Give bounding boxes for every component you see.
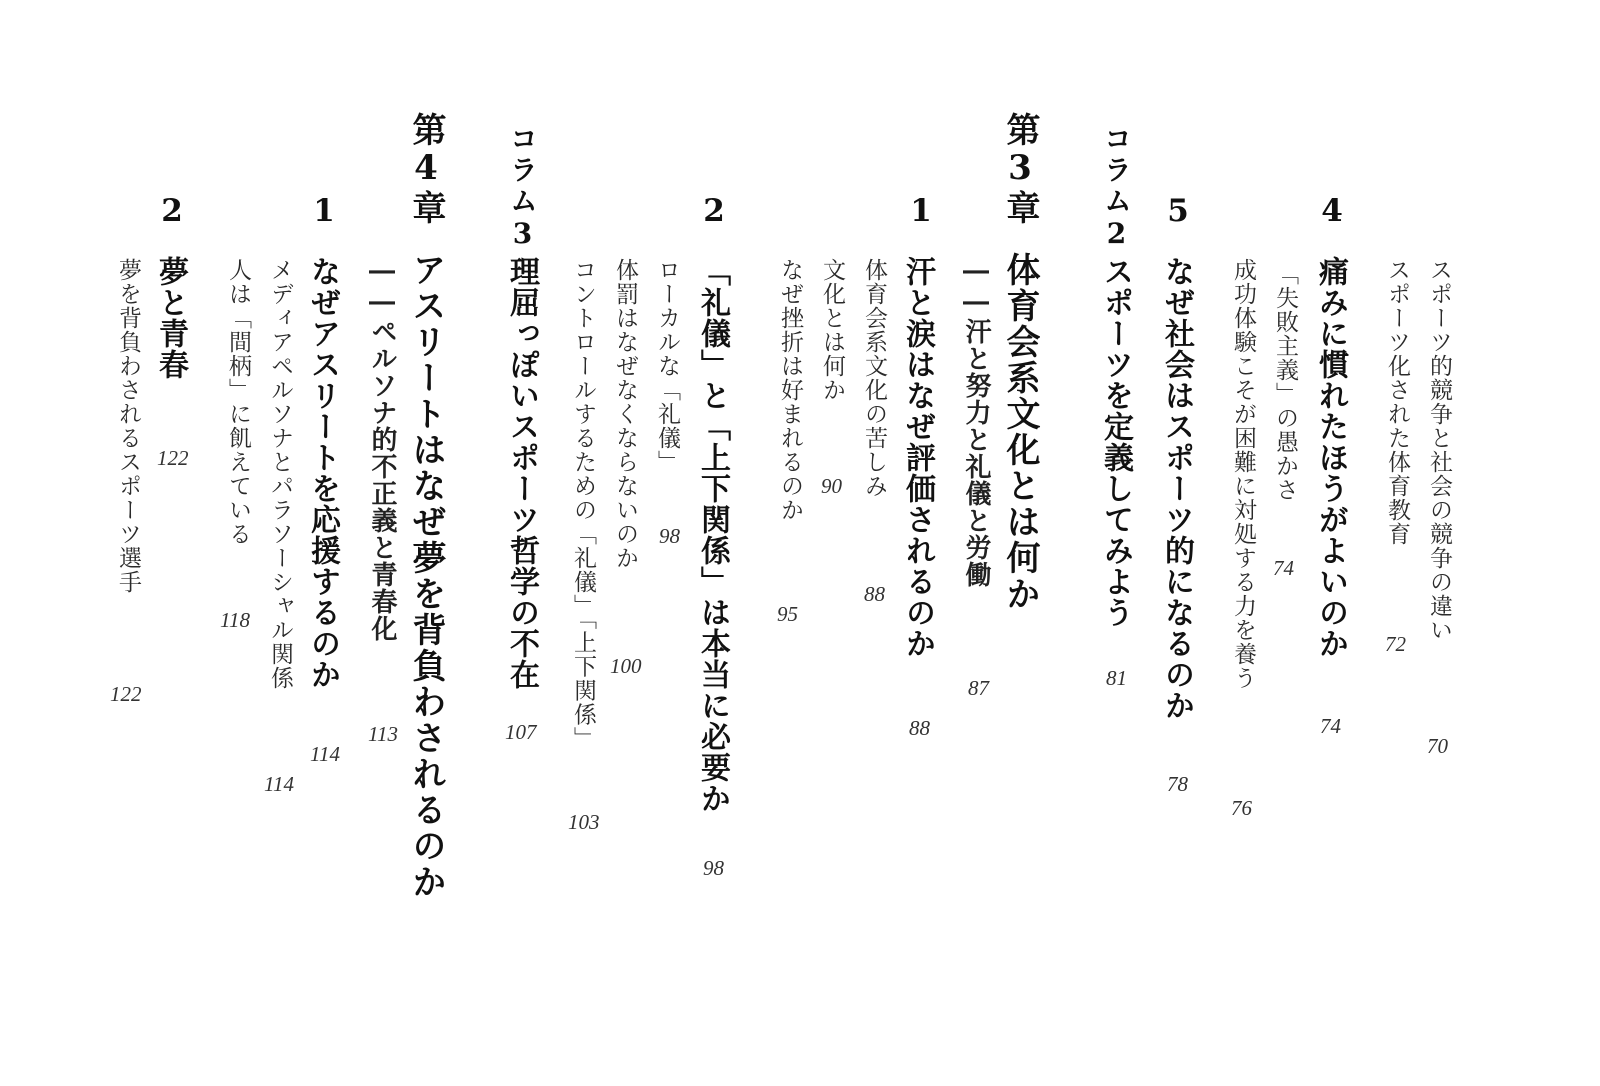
page-number: 72 <box>1385 632 1406 656</box>
page-number: 122 <box>110 682 142 706</box>
toc-entry-mabara[interactable]: 人は「間柄」に飢えている <box>225 258 251 546</box>
page-number: 70 <box>1427 734 1448 758</box>
toc-column3-title[interactable]: 理屈っぽいスポーツ哲学の不在 <box>504 256 539 690</box>
chapter-subtitle: ――ペルソナ的不正義と青春化 <box>367 256 397 642</box>
page-number: 95 <box>777 602 798 626</box>
toc-entry-sport-vs-social[interactable]: スポーツ的競争と社会の競争の違い <box>1426 258 1452 642</box>
toc-entry-punishment[interactable]: 体罰はなぜなくならないのか <box>612 258 638 570</box>
toc-column2-title[interactable]: スポーツを定義してみよう <box>1098 256 1133 628</box>
page-number: 98 <box>659 524 680 548</box>
page-number: 81 <box>1106 666 1127 690</box>
page-number: 118 <box>220 608 250 632</box>
toc-section-sweat[interactable]: 汗と涙はなぜ評価されるのか <box>900 256 935 659</box>
chapter-title[interactable]: アスリートはなぜ夢を背負わされるのか <box>406 252 446 900</box>
chapter-subtitle: ――汗と努力と礼儀と労働 <box>961 256 991 588</box>
toc-section-dream[interactable]: 夢と青春 <box>153 256 188 380</box>
page-number: 87 <box>968 676 989 700</box>
column-label: コラム2 <box>1100 124 1133 253</box>
toc-entry-sportified-pe[interactable]: スポーツ化された体育教育 <box>1384 258 1410 546</box>
page-number: 113 <box>368 722 398 746</box>
toc-entry-suffering[interactable]: 体育会系文化の苦しみ <box>861 258 887 498</box>
section-number: 1 <box>313 193 335 229</box>
section-number: 5 <box>1167 193 1189 229</box>
page-number: 107 <box>505 720 537 744</box>
chapter-label: 第3章 <box>1000 112 1040 226</box>
page-number: 122 <box>157 446 189 470</box>
toc-entry-dream-athlete[interactable]: 夢を背負わされるスポーツ選手 <box>115 258 141 594</box>
page-number: 88 <box>864 582 885 606</box>
chapter-title[interactable]: 体育会系文化とは何か <box>1000 252 1040 612</box>
toc-entry-local[interactable]: ローカルな「礼儀」 <box>654 258 680 474</box>
page-number: 74 <box>1273 556 1294 580</box>
page-number: 74 <box>1320 714 1341 738</box>
page-number: 98 <box>703 856 724 880</box>
section-number: 2 <box>703 193 725 229</box>
toc-section-pain[interactable]: 痛みに慣れたほうがよいのか <box>1313 256 1348 659</box>
page-number: 114 <box>264 772 294 796</box>
page-number: 78 <box>1167 772 1188 796</box>
page-number: 100 <box>610 654 642 678</box>
section-number: 1 <box>910 193 932 229</box>
toc-entry-success[interactable]: 成功体験こそが困難に対処する力を養う <box>1230 258 1256 690</box>
page-number: 103 <box>568 810 600 834</box>
toc-entry-failure[interactable]: 「失敗主義」の愚かさ <box>1272 262 1298 502</box>
page-number: 114 <box>310 742 340 766</box>
section-number: 2 <box>161 193 183 229</box>
toc-entry-persona[interactable]: メディアペルソナとパラソーシャル関係 <box>267 258 293 690</box>
column-label: コラム3 <box>506 124 539 253</box>
toc-section-cheer[interactable]: なぜアスリートを応援するのか <box>305 256 340 690</box>
toc-entry-culture[interactable]: 文化とは何か <box>819 258 845 402</box>
toc-section-reigi[interactable]: 「礼儀」と「上下関係」は本当に必要か <box>695 256 730 814</box>
toc-section-why-sporty[interactable]: なぜ社会はスポーツ的になるのか <box>1159 256 1194 721</box>
toc-entry-control[interactable]: コントロールするための「礼儀」「上下関係」 <box>570 258 596 751</box>
page-number: 90 <box>821 474 842 498</box>
toc-entry-setback[interactable]: なぜ挫折は好まれるのか <box>777 258 803 522</box>
page-number: 88 <box>909 716 930 740</box>
page-number: 76 <box>1231 796 1252 820</box>
chapter-label: 第4章 <box>406 112 446 226</box>
section-number: 4 <box>1321 193 1343 229</box>
